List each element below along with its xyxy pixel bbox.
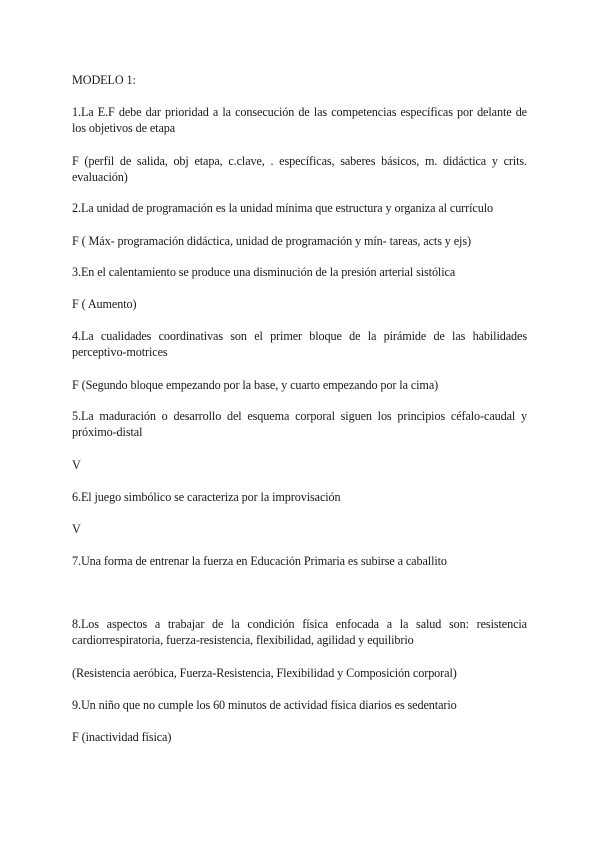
document-title: MODELO 1: bbox=[72, 73, 136, 87]
answer-8: (Resistencia aeróbica, Fuerza-Resistencia, Flexibilidad y Composición corporal) bbox=[72, 666, 457, 680]
question-2: 2.La unidad de programación es la unidad mínima que estructura y organiza al currículo bbox=[72, 201, 493, 215]
answer-1: F (perfil de salida, obj etapa, c.clave, . específicas, saberes básicos, m. didáctica y crits. evaluación) bbox=[72, 154, 527, 184]
question-1: 1.La E.F debe dar prioridad a la consecución de las competencias específicas por delante de los objetivos de etapa bbox=[72, 105, 527, 135]
answer-4: F (Segundo bloque empezando por la base, y cuarto empezando por la cima) bbox=[72, 378, 439, 392]
question-4: 4.La cualidades coordinativas son el primer bloque de la pirámide de las habilidades perceptivo-motrices bbox=[72, 329, 527, 359]
question-6: 6.El juego simbólico se caracteriza por la improvisación bbox=[72, 490, 341, 504]
answer-3: F ( Aumento) bbox=[72, 297, 137, 311]
question-7: 7.Una forma de entrenar la fuerza en Educación Primaria es subirse a caballito bbox=[72, 554, 447, 568]
answer-9: F (inactividad física) bbox=[72, 730, 172, 744]
answer-2: F ( Máx- programación didáctica, unidad de programación y mín- tareas, acts y ejs) bbox=[72, 234, 471, 248]
question-8: 8.Los aspectos a trabajar de la condición física enfocada a la salud son: resistencia cardiorrespiratoria, fuerza-resistencia, flexibilidad, agilidad y equilibrio bbox=[72, 617, 527, 647]
question-5: 5.La maduración o desarrollo del esquema corporal siguen los principios céfalo-caudal y próximo-distal bbox=[72, 409, 527, 439]
answer-5: V bbox=[72, 458, 81, 472]
question-3: 3.En el calentamiento se produce una disminución de la presión arterial sistólica bbox=[72, 265, 456, 279]
answer-6: V bbox=[72, 522, 81, 536]
question-9: 9.Un niño que no cumple los 60 minutos de actividad física diarios es sedentario bbox=[72, 698, 457, 712]
